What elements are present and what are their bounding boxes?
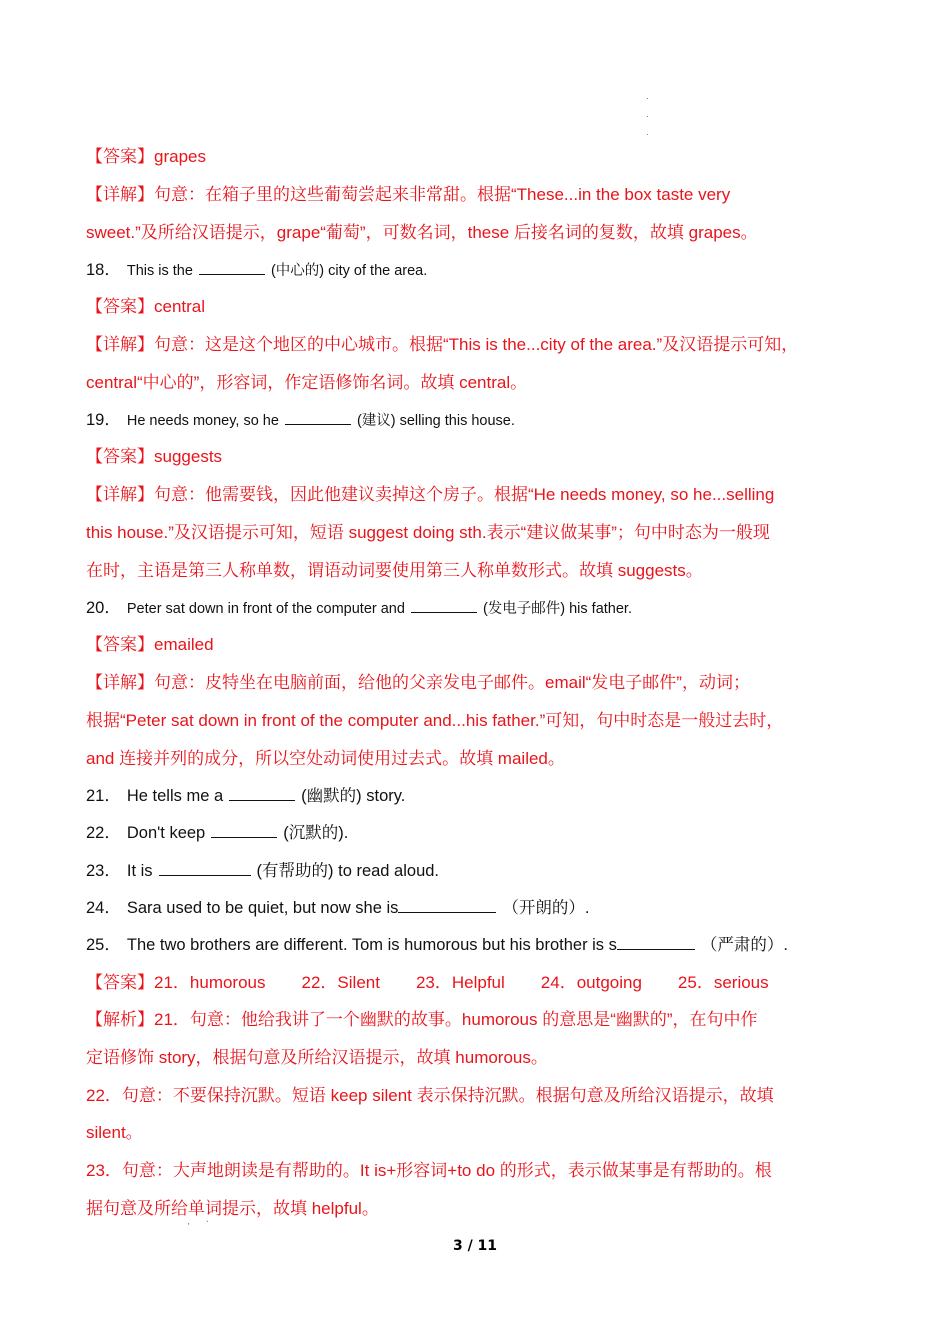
question-number: 20． — [86, 599, 121, 617]
question-text: He needs money, so he — [126, 413, 279, 429]
question-number: 22． — [86, 824, 121, 842]
scan-mark: ` — [206, 1220, 209, 1229]
scan-mark: · — [646, 94, 649, 103]
answer-21: 21．humorous — [154, 973, 266, 992]
question-number: 19． — [86, 411, 121, 429]
question-21 — [86, 785, 876, 807]
fill-blank[interactable] — [398, 898, 496, 913]
question-22 — [86, 822, 876, 844]
question-number: 18． — [86, 261, 121, 279]
question-number: 24． — [86, 899, 121, 917]
fill-blank[interactable] — [211, 823, 277, 838]
question-text: （严肃的）. — [700, 936, 788, 954]
answer-prefix: 【答案】 — [86, 973, 154, 992]
question-text: Sara used to be quiet, but now she is — [126, 899, 399, 917]
answer-17: 【答案】grapes — [86, 147, 206, 166]
answer-23: 23．Helpful — [415, 973, 505, 992]
answer-19: 【答案】suggests — [86, 447, 223, 466]
page-number: 3 / 11 — [452, 1238, 498, 1254]
question-text: Peter sat down in front of the computer and — [126, 601, 405, 617]
explanation-20-line-3: and 连接并列的成分，所以空处动词使用过去式。故填 mailed。 — [86, 749, 565, 768]
question-19 — [86, 409, 876, 432]
question-number: 25． — [86, 936, 121, 954]
answer-18: 【答案】central — [86, 297, 206, 316]
scan-mark: · — [646, 130, 649, 139]
question-text: (中心的) city of the area. — [270, 263, 428, 279]
explanation-18-line-1: 【详解】句意：这是这个地区的中心城市。根据“This is the...city of the area.”及汉语提示可知， — [86, 335, 799, 354]
explanation-19-line-1: 【详解】句意：他需要钱，因此他建议卖掉这个房子。根据“He needs money, so he...selling — [86, 485, 775, 504]
answers-21-25 — [86, 972, 876, 994]
question-text: Don't keep — [126, 824, 206, 842]
question-text: (沉默的). — [283, 824, 349, 842]
fill-blank[interactable] — [411, 598, 477, 613]
scan-mark: · — [646, 112, 649, 121]
question-text: The two brothers are different. Tom is humorous but his brother is s — [126, 936, 617, 954]
explanation-19-line-2: this house.”及汉语提示可知，短语 suggest doing sth.表示“建议做某事”；句中时态为一般现 — [86, 523, 770, 542]
question-20 — [86, 597, 876, 620]
fill-blank[interactable] — [229, 786, 295, 801]
explanation-19-line-3: 在时，主语是第三人称单数，谓语动词要使用第三人称单数形式。故填 suggests。 — [86, 561, 703, 580]
analysis-line-6: 据句意及所给单词提示，故填 helpful。 — [86, 1199, 379, 1218]
analysis-line-5: 23．句意：大声地朗读是有帮助的。It is+形容词+to do 的形式，表示做某事是有帮助的。根 — [86, 1161, 772, 1180]
fill-blank[interactable] — [159, 861, 251, 876]
question-18 — [86, 259, 876, 282]
question-number: 21． — [86, 787, 121, 805]
explanation-20-line-1: 【详解】句意：皮特坐在电脑前面，给他的父亲发电子邮件。email“发电子邮件”，动词； — [86, 673, 750, 692]
scan-mark: ' — [188, 1222, 190, 1231]
analysis-line-4: silent。 — [86, 1123, 143, 1142]
question-24 — [86, 897, 876, 919]
question-25 — [86, 934, 876, 956]
question-text: (建议) selling this house. — [356, 413, 515, 429]
explanation-17-line-2: sweet.”及所给汉语提示，grape“葡萄”，可数名词，these 后接名词的复数，故填 grapes。 — [86, 223, 758, 242]
question-text: (有帮助的) to read aloud. — [256, 862, 440, 880]
answer-22: 22．Silent — [301, 973, 380, 992]
question-text: It is — [126, 862, 153, 880]
analysis-line-2: 定语修饰 story，根据句意及所给汉语提示，故填 humorous。 — [86, 1048, 548, 1067]
question-number: 23． — [86, 862, 121, 880]
question-text: (发电子邮件) his father. — [482, 601, 632, 617]
question-23 — [86, 860, 876, 882]
question-text: （开朗的）. — [502, 899, 590, 917]
fill-blank[interactable] — [617, 935, 695, 950]
question-text: He tells me a — [126, 787, 224, 805]
analysis-line-1: 【解析】21．句意：他给我讲了一个幽默的故事。humorous 的意思是“幽默的”，在句中作 — [86, 1010, 758, 1029]
question-text: This is the — [126, 263, 193, 279]
answer-20: 【答案】emailed — [86, 635, 214, 654]
answer-25: 25．serious — [677, 973, 769, 992]
explanation-20-line-2: 根据“Peter sat down in front of the computer and...his father.”可知，句中时态是一般过去时， — [86, 711, 784, 730]
explanation-18-line-2: central“中心的”，形容词，作定语修饰名词。故填 central。 — [86, 373, 528, 392]
fill-blank[interactable] — [199, 260, 265, 275]
fill-blank[interactable] — [285, 410, 351, 425]
question-text: (幽默的) story. — [301, 787, 406, 805]
answer-24: 24．outgoing — [540, 973, 642, 992]
explanation-17-line-1: 【详解】句意：在箱子里的这些葡萄尝起来非常甜。根据“These...in the box taste very — [86, 185, 731, 204]
analysis-line-3: 22．句意：不要保持沉默。短语 keep silent 表示保持沉默。根据句意及所给汉语提示，故填 — [86, 1086, 774, 1105]
